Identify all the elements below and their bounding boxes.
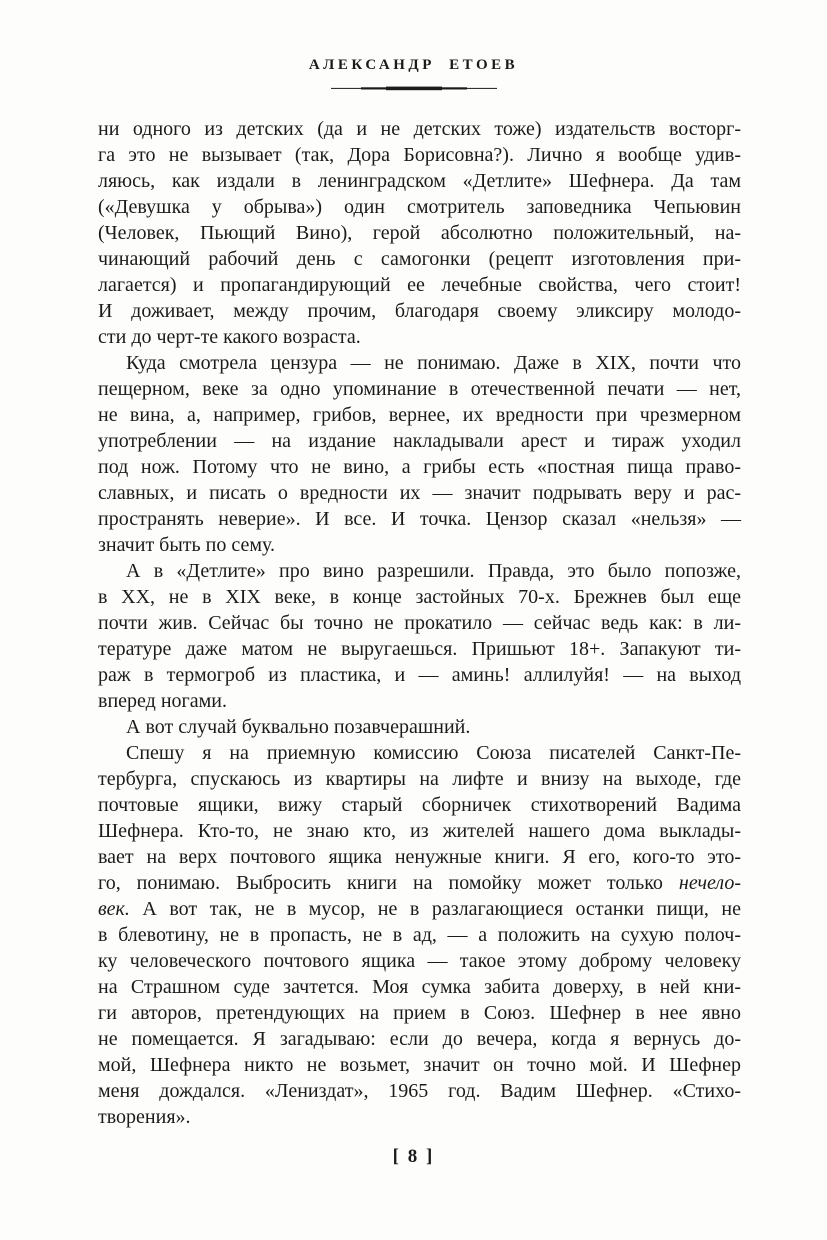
- text-line: Куда смотрела цензура — не понимаю. Даже в XIX, почти что: [126, 352, 741, 374]
- text-line: (Человек, Пьющий Вино), герой абсолютно положительный, на-: [98, 222, 741, 244]
- text-line: га это не вызывает (так, Дора Борисовна?). Лично я вообще удив-: [98, 144, 741, 166]
- text-line: мой, Шефнера никто не возьмет, значит он точно мой. И Шефнер: [98, 1054, 741, 1076]
- text-line: славных, и писать о вредности их — значит подрывать веру и рас-: [98, 482, 741, 504]
- text-line: ги авторов, претендующих на прием в Союз. Шефнер в нее явно: [98, 1002, 741, 1024]
- text-line: А в «Детлите» про вино разрешили. Правда, это было попозже,: [126, 560, 741, 582]
- text-line: ку человеческого почтового ящика — такое этому доброму человеку: [98, 950, 741, 972]
- text-line: творения».: [98, 1106, 191, 1128]
- text-line: не помещается. Я загадываю: если до вечера, когда я вернусь до-: [98, 1028, 741, 1050]
- text-line: в блевотину, не в пропасть, не в ад, — а положить на сухую полоч-: [98, 924, 741, 946]
- text-line: век. А вот так, не в мусор, не в разлагающиеся останки пищи, не: [98, 898, 741, 920]
- page-body: [98, 116, 741, 1130]
- text-line: вперед ногами.: [98, 690, 227, 712]
- text-line: вает на верх почтового ящика ненужные книги. Я его, кого-то это-: [98, 846, 741, 868]
- text-line: в XX, не в XIX веке, в конце застойных 70-х. Брежнев был еще: [98, 586, 741, 608]
- running-head-author: АЛЕКСАНДР ЕТОЕВ: [308, 57, 519, 73]
- text-line: тературе даже матом не выругаешься. Пришьют 18+. Запакуют ти-: [98, 638, 741, 660]
- text-line: пещерном, веке за одно упоминание в отечественной печати — нет,: [98, 378, 741, 400]
- text-line: меня дождался. «Лениздат», 1965 год. Вадим Шефнер. «Стихо-: [98, 1080, 741, 1102]
- text-line: употреблении — на издание накладывали арест и тираж уходил: [98, 430, 741, 452]
- text-line: тербурга, спускаюсь из квартиры на лифте и внизу на выходе, где: [98, 768, 741, 790]
- text-line: под нож. Потому что не вино, а грибы есть «постная пища право-: [98, 456, 741, 478]
- text-line: раж в термогроб из пластика, и — аминь! аллилуйя! — на выход: [98, 664, 741, 686]
- text-line: не вина, а, например, грибов, вернее, их вредности при чрезмерном: [98, 404, 741, 426]
- text-line: сти до черт-те какого возраста.: [98, 326, 361, 348]
- text-line: Спешу я на приемную комиссию Союза писателей Санкт-Пе-: [126, 742, 741, 764]
- text-line: ляюсь, как издали в ленинградском «Детлите» Шефнера. Да там: [98, 170, 741, 192]
- text-line: значит быть по сему.: [98, 534, 276, 556]
- header-ornament: [0, 85, 827, 92]
- text-line: пространять неверие». И все. И точка. Цензор сказал «нельзя» —: [98, 508, 741, 530]
- page-number: [ 8 ]: [392, 1146, 435, 1167]
- text-line: го, понимаю. Выбросить книги на помойку может только нечело-: [98, 872, 741, 894]
- text-line: А вот случай буквально позавчерашний.: [126, 716, 471, 738]
- text-line: Шефнера. Кто-то, не знаю кто, из жителей нашего дома выклады-: [98, 820, 741, 842]
- text-line: («Девушка у обрыва») один смотритель заповедника Чепьювин: [98, 196, 741, 218]
- text-line: почтовые ящики, вижу старый сборничек стихотворений Вадима: [98, 794, 741, 816]
- text-line: на Страшном суде зачтется. Моя сумка забита доверху, в ней кни-: [98, 976, 741, 998]
- text-line: лагается) и пропагандирующий ее лечебные свойства, чего стоит!: [98, 274, 741, 296]
- text-line: ни одного из детских (да и не детских тоже) издательств восторг-: [98, 118, 741, 140]
- text-line: чинающий рабочий день с самогонки (рецепт изготовления при-: [98, 248, 741, 270]
- header-ornament-rule: [331, 85, 497, 92]
- text-line: И доживает, между прочим, благодаря своему эликсиру молодо-: [98, 300, 741, 322]
- text-line: почти жив. Сейчас бы точно не прокатило — сейчас ведь как: в ли-: [98, 612, 741, 634]
